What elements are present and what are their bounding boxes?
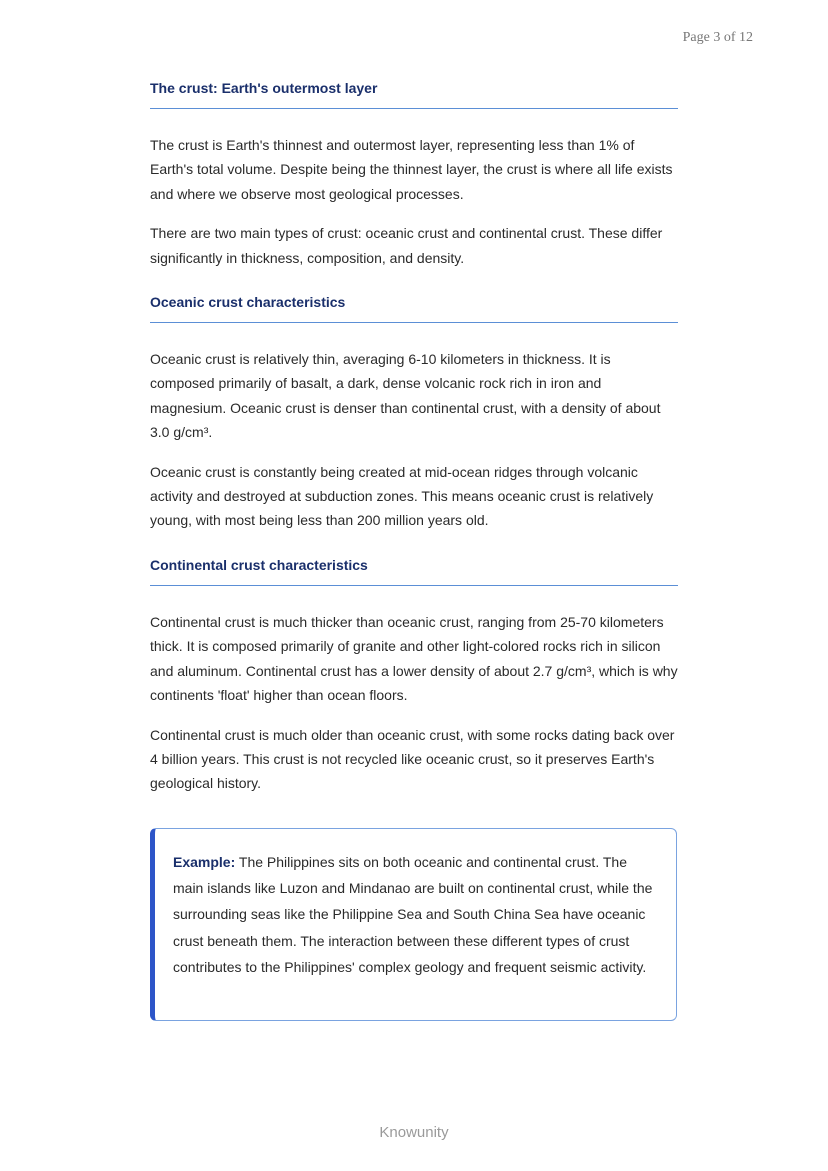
footer-brand: Knowunity (379, 1124, 449, 1141)
example-text (173, 849, 656, 980)
page-number: Page 3 of 12 (682, 30, 753, 45)
paragraph: There are two main types of crust: oceanic crust and continental crust. These differ significantly in thickness, composition, and density. (150, 225, 663, 266)
document-body (150, 78, 678, 796)
paragraph: Continental crust is much older than oceanic crust, with some rocks dating back over 4 billion years. This crust is not recycled like oceanic crust, so it preserves Earth's geological history. (150, 726, 675, 792)
paragraph: Oceanic crust is relatively thin, averaging 6-10 kilometers in thickness. It is composed primarily of basalt, a dark, dense volcanic rock rich in iron and magnesium. Oceanic crust is denser than continental crust, with a density of about 3.0 g/cm³. (150, 351, 661, 441)
section-title-crust: The crust: Earth's outermost layer (150, 78, 678, 109)
section-title-oceanic: Oceanic crust characteristics (150, 292, 678, 323)
example-callout (150, 828, 677, 1021)
example-label: Example: (173, 854, 236, 870)
section-title-continental: Continental crust characteristics (150, 555, 678, 586)
paragraph: Continental crust is much thicker than oceanic crust, ranging from 25-70 kilometers thick. It is composed primarily of granite and other light-colored rocks rich in silicon and aluminum. Continental crust has a lower density of about 2.7 g/cm³, which is why continents 'float' higher than ocean floors. (150, 613, 678, 704)
example-body: The Philippines sits on both oceanic and continental crust. The main islands like Luzon and Mindanao are built on continental crust, while the surrounding seas like the Philippine Sea and South China Sea have oceanic crust beneath them. The interaction between these different types of crust contributes to the Philippines' complex geology and frequent seismic activity. (173, 854, 653, 975)
paragraph: Oceanic crust is constantly being created at mid-ocean ridges through volcanic activity and destroyed at subduction zones. This means oceanic crust is relatively young, with most being less than 200 million years old. (150, 463, 654, 529)
paragraph: The crust is Earth's thinnest and outermost layer, representing less than 1% of Earth's total volume. Despite being the thinnest layer, the crust is where all life exists and where we observe most geological processes. (150, 137, 673, 202)
